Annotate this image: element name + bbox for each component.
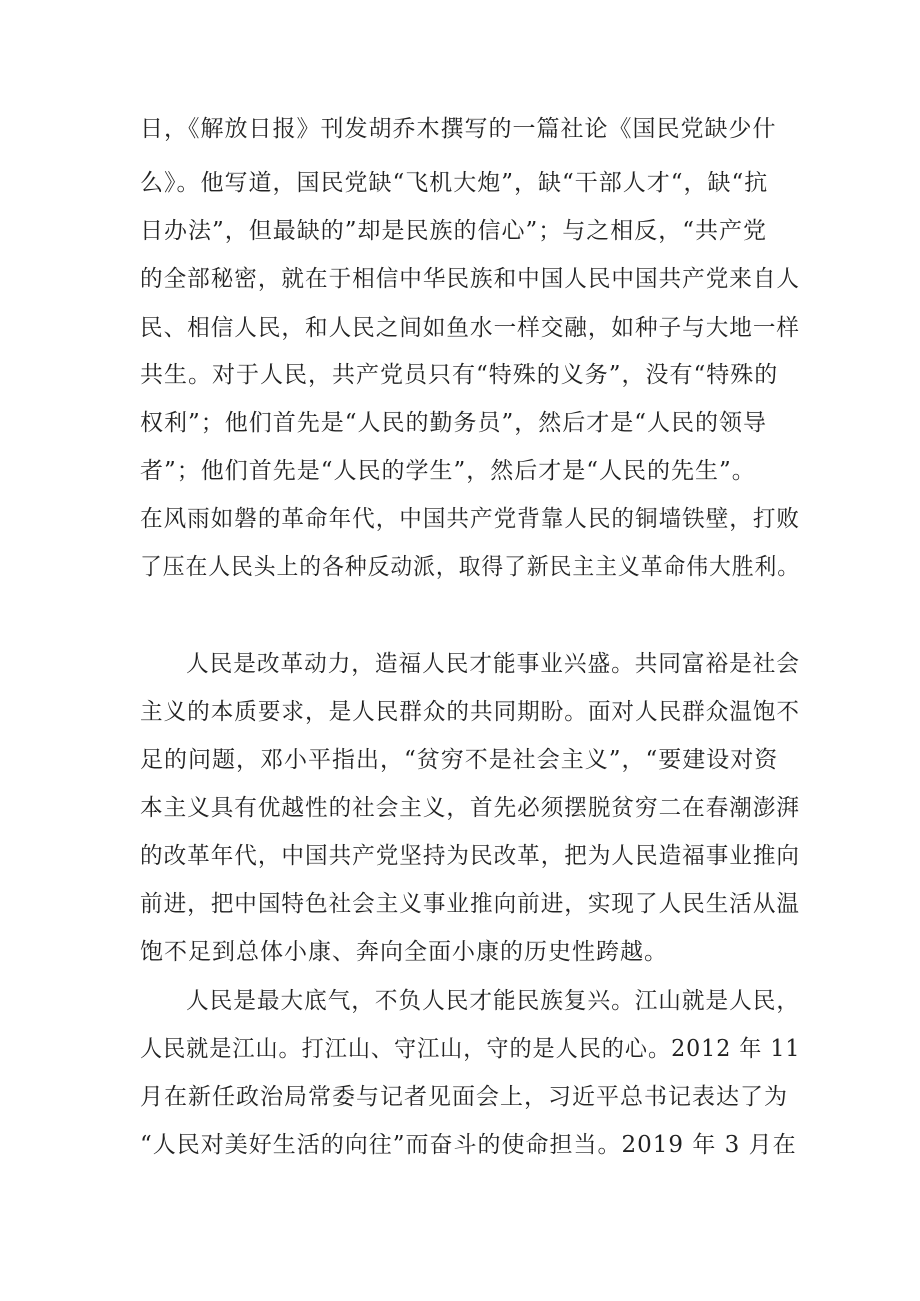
text-line: 共生。对于人民，共产党员只有“特殊的义务”，没有“特殊的: [140, 362, 779, 388]
text-line: 么》。他写道，国民党缺“飞机大炮”，缺“干部人才“，缺“抗: [140, 170, 769, 196]
text-line: 的全部秘密，就在于相信中华民族和中国人民中国共产党来自人: [140, 266, 800, 292]
text-line: 月在新任政治局常委与记者见面会上，习近平总书记表达了为: [140, 1084, 788, 1110]
text-line: 权利”；他们首先是“人民的勤务员”，然后才是“人民的领导: [140, 410, 768, 436]
text-line: 人民是改革动力，造福人民才能事业兴盛。共同富裕是社会: [186, 651, 800, 677]
text-line: 人民就是江山。打江山、守江山，守的是人民的心。2012 年 11: [140, 1036, 801, 1062]
text-line: 人民是最大底气，不负人民才能民族复兴。江山就是人民，: [186, 988, 800, 1014]
text-line: 足的问题，邓小平指出，“贫穷不是社会主义”，“要建设对资: [140, 747, 779, 773]
text-line: 日，《解放日报》刊发胡乔木撰写的一篇社论《国民党缺少什: [140, 116, 777, 142]
text-line: 的改革年代，中国共产党坚持为民改革，把为人民造福事业推向: [140, 843, 800, 869]
text-line: 本主义具有优越性的社会主义，首先必须摆脱贫穷二在春潮澎湃: [140, 795, 800, 821]
text-line: “人民对美好生活的向往”而奋斗的使命担当。2019 年 3 月在: [140, 1132, 797, 1158]
text-line: 前进，把中国特色社会主义事业推向前进，实现了人民生活从温: [140, 891, 800, 917]
text-line: 了压在人民头上的各种反动派，取得了新民主主义革命伟大胜利。: [140, 554, 800, 580]
text-line: 主义的本质要求，是人民群众的共同期盼。面对人民群众温饱不: [140, 699, 800, 725]
text-line: 在风雨如磐的革命年代，中国共产党背靠人民的铜墙铁壁，打败: [140, 506, 800, 532]
text-line: 民、相信人民，和人民之间如鱼水一样交融，如种子与大地一样: [140, 315, 800, 341]
text-line: 日办法”，但最缺的”却是民族的信心”；与之相反，“共产党: [140, 218, 768, 244]
text-line: 者”；他们首先是“人民的学生”，然后才是“人民的先生”。: [140, 458, 756, 484]
text-line: 饱不足到总体小康、奔向全面小康的历史性跨越。: [140, 939, 668, 965]
